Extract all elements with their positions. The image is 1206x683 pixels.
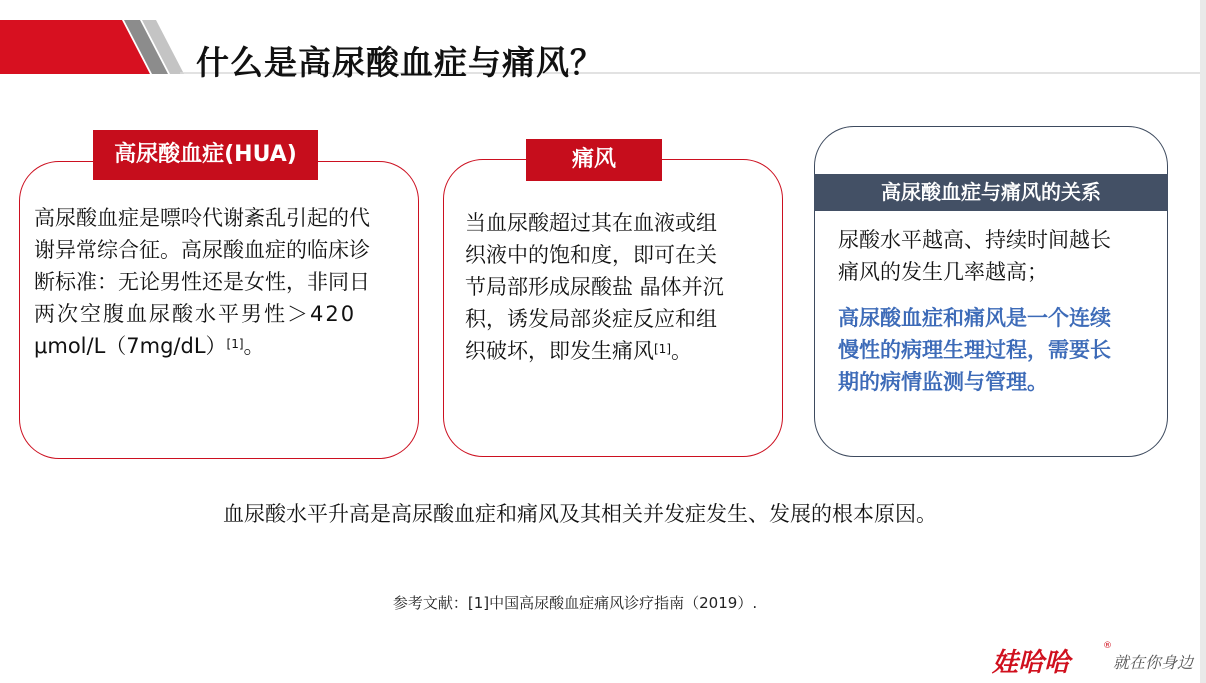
reference-note: 参考文献：[1]中国高尿酸血症痛风诊疗指南（2019）. xyxy=(392,594,758,612)
emphasis-line: 期的病情监测与管理。 xyxy=(838,370,1048,394)
window-edge xyxy=(1200,0,1206,683)
brand-logo: 娃哈哈 xyxy=(992,648,1071,678)
card-hua-label: 高尿酸血症(HUA) xyxy=(93,130,318,180)
card-hua-text xyxy=(34,202,402,362)
card-relation-emphasis xyxy=(838,302,1148,398)
card-relation-text xyxy=(838,224,1148,288)
card-gout-text xyxy=(465,207,765,367)
emphasis-line: 慢性的病理生理过程，需要长 xyxy=(838,338,1111,362)
text-line xyxy=(34,330,402,362)
reference-mark: [1] xyxy=(226,337,244,351)
text-line: 织液中的饱和度，即可在关 xyxy=(465,243,717,267)
text-span: 。 xyxy=(243,334,265,358)
text-span: 。 xyxy=(671,339,692,363)
card-gout-label: 痛风 xyxy=(526,139,662,181)
text-line: 谢异常综合征。高尿酸血症的临床诊 xyxy=(34,238,370,262)
card-relation-label: 高尿酸血症与痛风的关系 xyxy=(814,174,1168,211)
text-line: 断标准：无论男性还是女性，非同日 xyxy=(34,270,370,294)
registered-mark: ® xyxy=(1103,641,1112,651)
text-line: 痛风的发生几率越高； xyxy=(838,260,1048,284)
page-title: 什么是高尿酸血症与痛风？ xyxy=(196,43,604,82)
text-line: 两次空腹血尿酸水平男性＞420 xyxy=(34,302,357,326)
text-line xyxy=(465,335,765,367)
text-span: μmol/L（7mg/dL） xyxy=(34,334,227,358)
text-line: 当血尿酸超过其在血液或组 xyxy=(465,211,717,235)
text-line: 积，诱发局部炎症反应和组 xyxy=(465,307,717,331)
text-line: 节局部形成尿酸盐 晶体并沉 xyxy=(465,275,724,299)
text-line: 尿酸水平越高、持续时间越长 xyxy=(838,228,1111,252)
summary-statement: 血尿酸水平升高是高尿酸血症和痛风及其相关并发症发生、发展的根本原因。 xyxy=(223,502,937,526)
brand-slogan: 就在你身边 xyxy=(1113,653,1194,672)
reference-mark: [1] xyxy=(654,342,671,356)
text-line: 高尿酸血症是嘌呤代谢紊乱引起的代 xyxy=(34,206,370,230)
text-span: 织破坏，即发生痛风 xyxy=(465,339,654,363)
emphasis-line: 高尿酸血症和痛风是一个连续 xyxy=(838,306,1111,330)
